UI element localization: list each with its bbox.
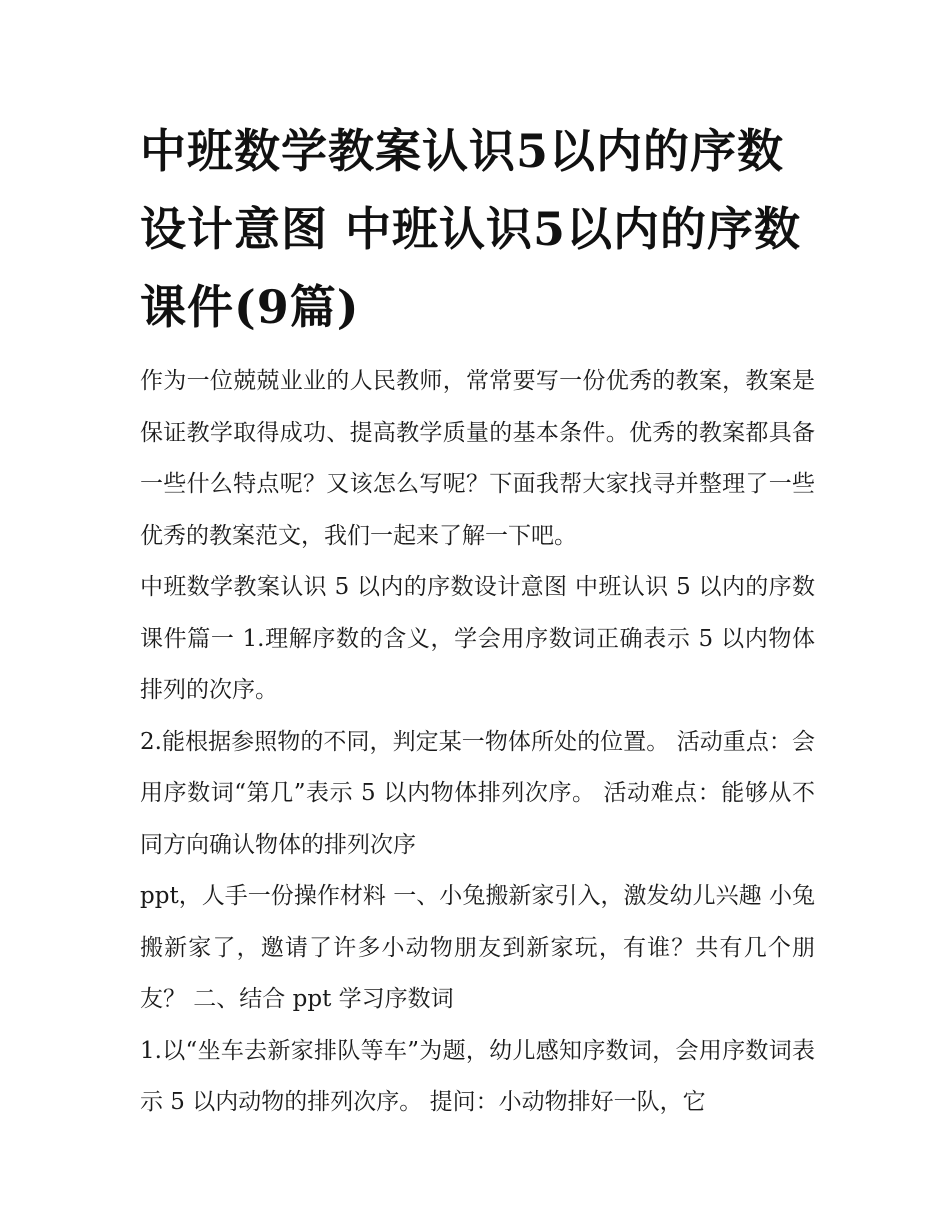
document-body bbox=[140, 112, 815, 1129]
section-one-objective-paragraph: 中班数学教案认识 5 以内的序数设计意图 中班认识 5 以内的序数课件篇一 1.理解序数的含义，学会用序数词正确表示 5 以内物体排列的次序。 bbox=[140, 574, 815, 703]
intro-paragraph: 作为一位兢兢业业的人民教师，常常要写一份优秀的教案，教案是保证教学取得成功、提高教学质量的基本条件。优秀的教案都具备一些什么特点呢？又该怎么写呢？下面我帮大家找寻并整理了一些优秀的教案范文，我们一起来了解一下吧。 bbox=[140, 368, 815, 549]
document-title: 中班数学教案认识5以内的序数设计意图 中班认识5以内的序数课件(9篇) bbox=[140, 124, 802, 334]
activity-focus-paragraph: 2.能根据参照物的不同，判定某一物体所处的位置。 活动重点：会用序数词“第几”表示 5 以内物体排列次序。 活动难点：能够从不同方向确认物体的排列次序 bbox=[140, 728, 815, 858]
ordinal-activity-paragraph: 1.以“坐车去新家排队等车”为题，幼儿感知序数词，会用序数词表示 5 以内动物的排列次序。 提问：小动物排好一队，它 bbox=[140, 1037, 815, 1115]
materials-intro-paragraph: ppt，人手一份操作材料 一、小兔搬新家引入，激发幼儿兴趣 小兔搬新家了，邀请了许多小动物朋友到新家玩，有谁？共有几个朋友？ 二、结合 ppt 学习序数词 bbox=[140, 883, 815, 1012]
